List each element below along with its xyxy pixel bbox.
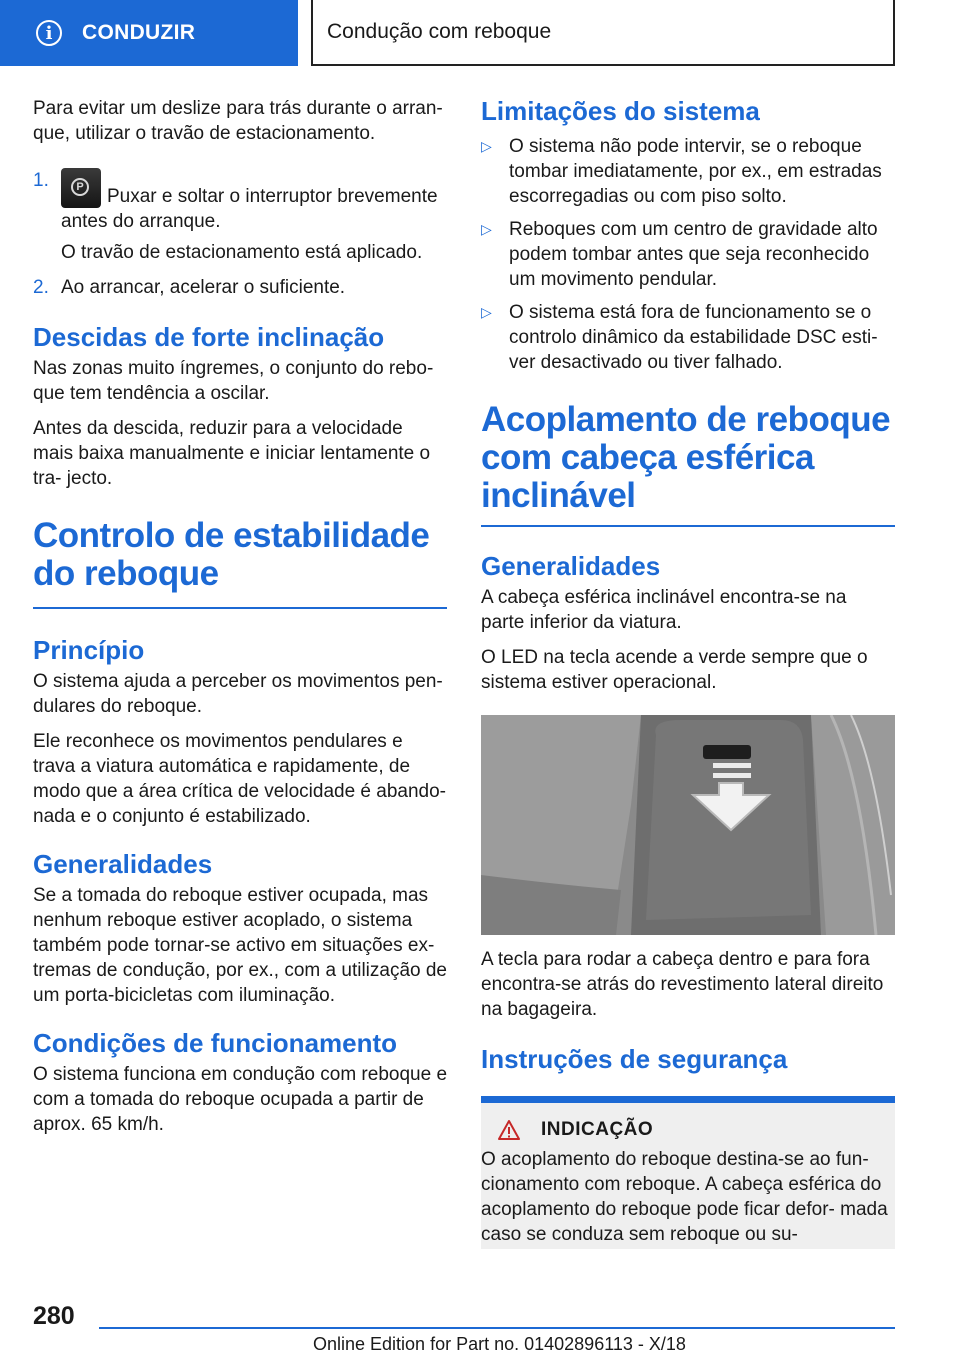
list-item: ▷ O sistema não pode intervir, se o reboque tombar imediatamente, por ex., em estradas escorregadias ou com piso solto. — [481, 136, 882, 207]
triangle-bullet-icon: ▷ — [481, 221, 492, 237]
heading-condicoes: Condições de funcionamento — [33, 1028, 398, 1058]
warning-text: O acoplamento do reboque destina-se ao fun- cionamento com reboque. A cabeça esférica do acoplamento do reboque pode ficar defor- mada caso se conduza sem reboque ou su- — [481, 1149, 888, 1245]
heading-principio: Princípio — [33, 635, 145, 665]
step-item — [33, 275, 447, 300]
chapter-tab[interactable] — [0, 0, 298, 66]
right-column — [481, 96, 895, 1249]
page-number: 280 — [33, 1302, 75, 1330]
generalidades-paragraph-1: A cabeça esférica inclinável encontra-se na parte inferior da viatura. — [481, 587, 847, 633]
condicoes-paragraph: O sistema funciona em condução com reboque e com a tomada do reboque ocupada a partir de aprox. 65 km/h. — [33, 1064, 448, 1135]
triangle-bullet-icon: ▷ — [481, 138, 492, 154]
info-icon: i — [36, 20, 62, 46]
section-title: Condução com reboque — [327, 20, 552, 43]
step-text: O travão de estacionamento está aplicado. — [61, 242, 423, 263]
trunk-panel-illustration — [481, 715, 895, 935]
descidas-paragraph-1: Nas zonas muito íngremes, o conjunto do rebo- que tem tendência a oscilar. — [33, 358, 434, 404]
step-number: 1. — [33, 170, 49, 191]
warning-bar — [481, 1096, 895, 1103]
warning-triangle-icon — [497, 1119, 521, 1141]
footer-edition: Online Edition for Part no. 01402896113 - X/18 — [313, 1334, 686, 1354]
heading-generalidades: Generalidades — [481, 551, 661, 581]
step-text: Puxar e soltar o interruptor brevemente antes do arranque. — [61, 186, 438, 232]
footer-divider — [99, 1327, 895, 1329]
step-item — [33, 240, 447, 265]
step-text: Ao arrancar, acelerar o suficiente. — [61, 277, 346, 298]
chapter-tab-label: CONDUZIR — [82, 21, 196, 44]
step-item — [33, 168, 447, 234]
generalidades-paragraph: Se a tomada do reboque estiver ocupada, mas nenhum reboque estiver acoplado, o sistema também pode tornar-se activo em situações ex- tremas de condução, por ex., com a utilização de um porta-bicicletas com iluminação. — [33, 885, 448, 1006]
heading-limitacoes: Limitações do sistema — [481, 96, 760, 126]
parking-brake-icon: P — [61, 168, 101, 208]
section-divider — [33, 607, 447, 609]
heading-controlo: Controlo de estabilidade do reboque — [33, 516, 430, 593]
warning-title: INDICAÇÃO — [481, 1119, 895, 1141]
warning-box — [481, 1103, 895, 1249]
step-number: 2. — [33, 277, 49, 298]
list-item: ▷ O sistema está fora de funcionamento se o controlo dinâmico da estabilidade DSC esti- ver desactivado ou tiver falhado. — [481, 302, 878, 373]
trunk-switch-photo — [481, 715, 895, 935]
section-divider — [481, 525, 895, 527]
left-column — [33, 96, 447, 1147]
principio-paragraph-1: O sistema ajuda a perceber os movimentos pen- dulares do reboque. — [33, 671, 443, 717]
section-title-box — [311, 0, 895, 66]
heading-acoplamento: Acoplamento de reboque com cabeça esférica inclinável — [481, 400, 891, 515]
descidas-paragraph-2: Antes da descida, reduzir para a velocidade mais baixa manualmente e iniciar lentamente o tra- jecto. — [33, 418, 431, 489]
step-number — [33, 240, 61, 265]
triangle-bullet-icon: ▷ — [481, 304, 492, 320]
heading-generalidades: Generalidades — [33, 849, 213, 879]
generalidades-paragraph-2: O LED na tecla acende a verde sempre que o sistema estiver operacional. — [481, 647, 868, 693]
intro-paragraph: Para evitar um deslize para trás durante o arran- que, utilizar o travão de estacionamento. — [33, 98, 443, 144]
heading-seguranca: Instruções de segurança — [481, 1044, 788, 1074]
heading-descidas: Descidas de forte inclinação — [33, 322, 385, 352]
photo-caption: A tecla para rodar a cabeça dentro e para fora encontra-se atrás do revestimento lateral direito na bagageira. — [481, 949, 884, 1020]
principio-paragraph-2: Ele reconhece os movimentos pendulares e trava a viatura automática e rapidamente, de modo que a área crítica de velocidade é abando- nada e o conjunto é estabilizado. — [33, 731, 446, 827]
list-item: ▷ Reboques com um centro de gravidade alto podem tombar antes que seja reconhecido um movimento pendular. — [481, 219, 878, 290]
